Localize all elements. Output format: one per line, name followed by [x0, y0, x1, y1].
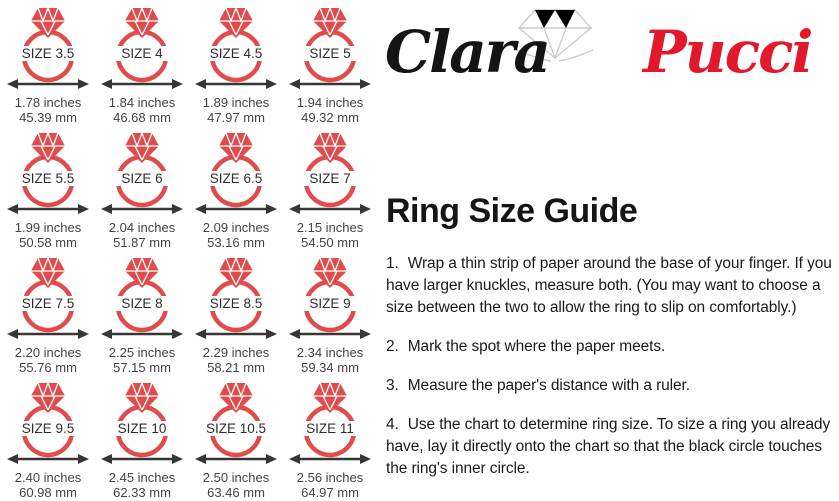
diameter-measurements: [203, 470, 270, 500]
diameter-measurements: [15, 470, 82, 500]
diameter-measurements: [203, 345, 270, 375]
size-label: SIZE 10.5: [205, 421, 267, 436]
step-number: 3.: [386, 377, 399, 394]
diameter-measurements: [15, 220, 82, 250]
ring-size-cell: [95, 129, 189, 254]
diameter-measurements: [203, 95, 270, 125]
diameter-inches: 2.20 inches: [14, 345, 82, 360]
ring-size-cell: [1, 379, 95, 501]
diameter-inches: 2.45 inches: [108, 470, 176, 485]
size-label: SIZE 10: [117, 421, 167, 436]
diameter-inches: 2.15 inches: [296, 220, 364, 235]
diameter-inches: 1.94 inches: [296, 95, 364, 110]
diameter-measurements: [109, 220, 176, 250]
ring-diagram: [95, 4, 189, 92]
size-label: SIZE 11: [306, 421, 354, 436]
diameter-inches: 1.84 inches: [108, 95, 176, 110]
ring-diagram: [189, 254, 283, 342]
ring-size-cell: [95, 4, 189, 129]
ring-size-cell: [283, 379, 377, 501]
step-number: 2.: [386, 338, 399, 355]
size-label: SIZE 7: [309, 171, 351, 186]
diameter-inches: 2.34 inches: [296, 345, 364, 360]
ring-size-cell: [95, 379, 189, 501]
size-label: SIZE 9: [309, 296, 351, 311]
step-number: 4.: [386, 416, 399, 433]
ring-diagram: [95, 129, 189, 217]
ring-diagram: [95, 379, 189, 467]
diameter-measurements: [203, 220, 270, 250]
diameter-inches: 2.40 inches: [14, 470, 82, 485]
diameter-mm: 62.33 mm: [113, 485, 171, 500]
diameter-inches: 1.89 inches: [202, 95, 270, 110]
step-text: Mark the spot where the paper meets.: [407, 338, 666, 355]
instruction-step: [386, 414, 838, 480]
size-label: SIZE 6.5: [209, 171, 263, 186]
diameter-measurements: [109, 95, 176, 125]
diameter-measurements: [297, 470, 364, 500]
size-label: SIZE 4: [121, 46, 163, 61]
size-label: SIZE 5.5: [21, 171, 75, 186]
diameter-mm: 51.87 mm: [113, 235, 171, 250]
ring-diagram: [1, 4, 95, 92]
size-label: SIZE 9.5: [21, 421, 75, 436]
diameter-mm: 46.68 mm: [113, 110, 171, 125]
diameter-mm: 64.97 mm: [301, 485, 359, 500]
brand-name-pucci: Pucci: [643, 18, 812, 86]
diameter-measurements: [297, 220, 364, 250]
ring-diagram: [1, 254, 95, 342]
diameter-inches: 2.25 inches: [108, 345, 176, 360]
diameter-inches: 1.99 inches: [14, 220, 82, 235]
diameter-measurements: [297, 345, 364, 375]
ring-diagram: [189, 379, 283, 467]
diameter-mm: 63.46 mm: [207, 485, 265, 500]
ring-diagram: [283, 254, 377, 342]
ring-size-cell: [1, 129, 95, 254]
guide-section: [386, 192, 838, 480]
ring-size-cell: [1, 4, 95, 129]
diameter-mm: 47.97 mm: [207, 110, 265, 125]
ring-size-cell: [283, 4, 377, 129]
ring-diagram: [189, 4, 283, 92]
diameter-inches: 2.04 inches: [108, 220, 176, 235]
diameter-mm: 57.15 mm: [113, 360, 171, 375]
ring-size-chart: [1, 4, 377, 501]
diameter-mm: 54.50 mm: [301, 235, 359, 250]
diameter-inches: 2.09 inches: [202, 220, 270, 235]
step-number: 1.: [386, 255, 399, 272]
ring-diagram: [189, 129, 283, 217]
step-text: Use the chart to determine ring size. To size a ring you already have, lay it directly onto the chart so that the black circle touches the ring's inner circle.: [386, 416, 831, 477]
diameter-measurements: [109, 470, 176, 500]
ring-size-cell: [1, 254, 95, 379]
diameter-inches: 2.29 inches: [202, 345, 270, 360]
size-label: SIZE 5: [309, 46, 351, 61]
diameter-mm: 59.34 mm: [301, 360, 359, 375]
ring-size-cell: [189, 129, 283, 254]
ring-diagram: [283, 379, 377, 467]
diameter-measurements: [15, 345, 82, 375]
diameter-measurements: [297, 95, 364, 125]
diameter-inches: 2.50 inches: [202, 470, 270, 485]
diameter-mm: 60.98 mm: [19, 485, 77, 500]
size-label: SIZE 4.5: [209, 46, 263, 61]
diameter-measurements: [15, 95, 82, 125]
size-label: SIZE 8: [121, 296, 163, 311]
ring-size-cell: [189, 4, 283, 129]
diameter-inches: 1.78 inches: [14, 95, 82, 110]
ring-size-cell: [283, 129, 377, 254]
step-text: Measure the paper's distance with a ruler.: [407, 377, 690, 394]
brand-logo: [383, 4, 839, 116]
diameter-mm: 45.39 mm: [19, 110, 77, 125]
ring-diagram: [95, 254, 189, 342]
diameter-inches: 2.56 inches: [296, 470, 364, 485]
diameter-mm: 53.16 mm: [207, 235, 265, 250]
size-label: SIZE 6: [121, 171, 163, 186]
page-title: Ring Size Guide: [386, 192, 638, 230]
ring-diagram: [1, 129, 95, 217]
ring-size-cell: [189, 379, 283, 501]
diameter-mm: 49.32 mm: [301, 110, 359, 125]
instruction-step: [386, 253, 838, 319]
instruction-step: [386, 336, 838, 358]
ring-diagram: [283, 129, 377, 217]
instruction-list: [386, 253, 838, 480]
ring-size-cell: [283, 254, 377, 379]
diameter-measurements: [109, 345, 176, 375]
ring-size-cell: [189, 254, 283, 379]
size-label: SIZE 7.5: [21, 296, 75, 311]
diameter-mm: 50.58 mm: [19, 235, 77, 250]
step-text: Wrap a thin strip of paper around the base of your finger. If you have larger knuckles, measure both. (You may want to choose a size between the two to allow the ring to slip on comfortably.): [386, 255, 832, 316]
size-label: SIZE 3.5: [21, 46, 75, 61]
instruction-step: [386, 375, 838, 397]
brand-name-clara: Clara: [385, 18, 549, 86]
diameter-mm: 58.21 mm: [207, 360, 265, 375]
size-label: SIZE 8.5: [209, 296, 263, 311]
diameter-mm: 55.76 mm: [19, 360, 77, 375]
ring-size-cell: [95, 254, 189, 379]
ring-diagram: [283, 4, 377, 92]
ring-diagram: [1, 379, 95, 467]
